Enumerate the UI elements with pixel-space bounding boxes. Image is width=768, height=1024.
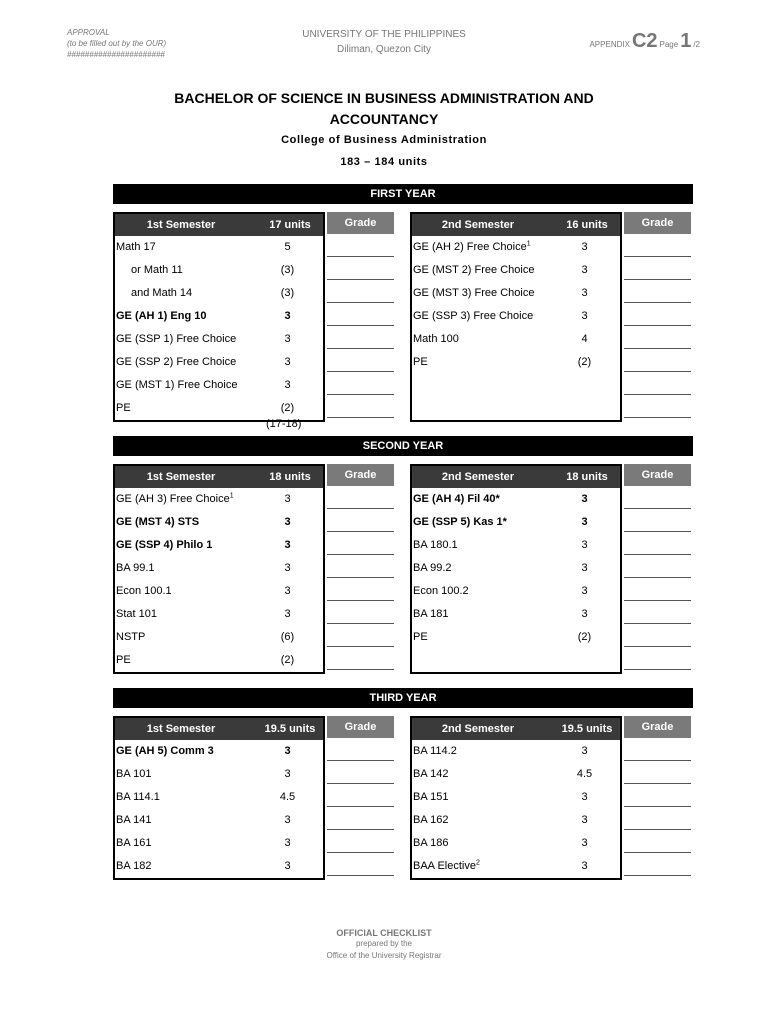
course-row: [412, 534, 620, 557]
course-name: [413, 351, 428, 374]
approval-hashes: ######################: [67, 50, 165, 59]
course-units: 3: [581, 539, 588, 551]
course-name-text: BA 186: [413, 837, 449, 849]
course-row: [115, 763, 323, 786]
semester-table: [410, 464, 622, 674]
grade-entry-line[interactable]: [624, 326, 691, 349]
university-location: Diliman, Quezon City: [337, 44, 431, 55]
course-name: [116, 740, 214, 763]
course-units: 3: [581, 264, 588, 276]
course-units: 3: [284, 379, 291, 391]
footer: [234, 928, 534, 962]
course-name: [413, 259, 534, 282]
grade-entry-line[interactable]: [624, 280, 691, 303]
course-name: [413, 740, 457, 763]
course-units: (2): [577, 356, 592, 368]
course-units: (2): [280, 402, 295, 414]
grade-entry-line[interactable]: [624, 807, 691, 830]
course-units: (6): [280, 631, 295, 643]
semester-name: 1st Semester: [146, 219, 216, 231]
course-name-text: GE (SSP 2) Free Choice: [116, 356, 237, 368]
grade-entry-line[interactable]: [327, 601, 394, 624]
course-name: [413, 534, 458, 557]
course-row: [115, 374, 323, 397]
course-name: [116, 557, 155, 580]
course-row: [412, 511, 620, 534]
grade-column: [327, 464, 394, 670]
semester-header: [115, 214, 323, 236]
course-name: [413, 488, 500, 511]
course-units: 3: [284, 860, 291, 872]
course-name: [116, 328, 236, 351]
grade-entry-line[interactable]: [624, 532, 691, 555]
course-units: 3: [581, 310, 588, 322]
semester-units: 19.5 units: [561, 723, 613, 735]
course-name: [116, 809, 151, 832]
course-name: [116, 397, 131, 420]
course-name-text: PE: [116, 654, 131, 666]
grade-entry-line[interactable]: [624, 647, 691, 670]
course-units: 3: [581, 287, 588, 299]
course-name: [413, 328, 459, 351]
course-name-text: BA 180.1: [413, 539, 458, 551]
year-bar: THIRD YEAR: [113, 688, 693, 708]
grade-entry-line[interactable]: [327, 738, 394, 761]
course-name-text: BA 141: [116, 814, 152, 826]
grade-header: Grade: [327, 464, 394, 486]
grade-entry-line[interactable]: [327, 303, 394, 326]
course-name-text: GE (AH 4) Fil 40*: [413, 493, 500, 505]
semester-header: [412, 214, 620, 236]
course-name-text: Econ 100.1: [116, 585, 172, 597]
grade-entry-line[interactable]: [624, 257, 691, 280]
grade-entry-line[interactable]: [624, 784, 691, 807]
grade-header: Grade: [624, 464, 691, 486]
course-row: [115, 649, 323, 672]
grade-entry-line[interactable]: [327, 647, 394, 670]
footnote-marker: 2: [475, 859, 480, 867]
grade-header: Grade: [624, 716, 691, 738]
grade-header: Grade: [327, 212, 394, 234]
course-row: [412, 626, 620, 649]
grade-entry-line[interactable]: [624, 601, 691, 624]
course-units: 3: [284, 562, 291, 574]
course-name-text: GE (SSP 4) Philo 1: [116, 539, 213, 551]
course-units: (2): [280, 654, 295, 666]
semester-header: [412, 466, 620, 488]
course-row: [412, 763, 620, 786]
year-bar: FIRST YEAR: [113, 184, 693, 204]
course-row: [115, 580, 323, 603]
semester-name: 2nd Semester: [441, 723, 515, 735]
semester-name: 1st Semester: [146, 723, 216, 735]
program-title: [84, 88, 684, 130]
course-name-text: GE (SSP 5) Kas 1*: [413, 516, 507, 528]
course-name: [116, 488, 234, 511]
appendix-word: APPENDIX: [589, 40, 630, 49]
course-row: [115, 259, 323, 282]
course-row: [412, 855, 620, 878]
course-name-text: GE (MST 1) Free Choice: [116, 379, 238, 391]
course-name: [116, 351, 236, 374]
grade-entry-line[interactable]: [624, 738, 691, 761]
course-name-text: GE (AH 3) Free Choice: [116, 493, 230, 505]
semester-table: [113, 716, 325, 880]
course-name-text: GE (MST 4) STS: [116, 516, 200, 528]
grade-entry-line[interactable]: [327, 257, 394, 280]
course-row: [412, 580, 620, 603]
course-name-text: PE: [413, 631, 428, 643]
grade-entry-line[interactable]: [327, 761, 394, 784]
course-name: [131, 282, 192, 305]
course-name-text: NSTP: [116, 631, 146, 643]
grade-entry-line[interactable]: [624, 853, 691, 876]
grade-entry-line[interactable]: [327, 486, 394, 509]
course-row: [115, 832, 323, 855]
semester-header: [115, 718, 323, 740]
grade-entry-line[interactable]: [327, 395, 394, 418]
course-name-text: GE (AH 2) Free Choice: [413, 241, 527, 253]
course-units: 3: [284, 493, 291, 505]
course-units: 3: [284, 745, 291, 757]
course-name: [413, 236, 531, 259]
grade-entry-line[interactable]: [624, 372, 691, 395]
grade-entry-line[interactable]: [327, 372, 394, 395]
grade-entry-line[interactable]: [624, 761, 691, 784]
course-row: [115, 855, 323, 878]
course-row: [412, 236, 620, 259]
semester-name: 2nd Semester: [441, 219, 515, 231]
grade-entry-line[interactable]: [327, 326, 394, 349]
grade-entry-line[interactable]: [327, 349, 394, 372]
course-row: [412, 786, 620, 809]
year-bar: SECOND YEAR: [113, 436, 693, 456]
course-units: 3: [581, 745, 588, 757]
course-name-text: BA 99.2: [413, 562, 452, 574]
footer-prepared: prepared by the: [355, 939, 413, 948]
course-name: [116, 511, 199, 534]
course-name-text: GE (SSP 1) Free Choice: [116, 333, 237, 345]
course-name: [413, 511, 507, 534]
course-units: 3: [284, 608, 291, 620]
course-name: [116, 305, 206, 328]
semester-name: 2nd Semester: [441, 471, 515, 483]
course-row: [115, 809, 323, 832]
course-name-text: BA 114.1: [116, 791, 160, 803]
course-units: (3): [280, 287, 295, 299]
course-units: 3: [581, 585, 588, 597]
footnote-marker: 1: [229, 492, 234, 500]
course-name-text: BA 142: [413, 768, 449, 780]
course-row: [115, 557, 323, 580]
course-name-text: BA 114.2: [413, 745, 457, 757]
grade-entry-line[interactable]: [327, 532, 394, 555]
course-row: [115, 603, 323, 626]
course-row: [115, 488, 323, 511]
semester-units-range: (17-18): [266, 418, 302, 430]
course-name-text: PE: [116, 402, 131, 414]
course-units: (3): [280, 264, 295, 276]
course-name: [116, 374, 237, 397]
semester-units: 18 units: [566, 471, 608, 483]
course-row: [412, 740, 620, 763]
semester-name: 1st Semester: [146, 471, 216, 483]
course-name: [413, 763, 448, 786]
course-name: [413, 580, 469, 603]
grade-entry-line[interactable]: [624, 624, 691, 647]
course-name: [116, 763, 151, 786]
course-row: [412, 809, 620, 832]
page-word: Page: [659, 40, 679, 49]
semester-header: [412, 718, 620, 740]
course-name-text: BA 101: [116, 768, 152, 780]
course-name: [413, 809, 448, 832]
course-units: 4.5: [279, 791, 296, 803]
course-name-text: BA 181: [413, 608, 449, 620]
total-units: 183 – 184 units: [340, 156, 428, 168]
course-units: 3: [581, 608, 588, 620]
course-name: [116, 534, 212, 557]
grade-entry-line[interactable]: [624, 578, 691, 601]
course-row: [412, 259, 620, 282]
course-units: 3: [284, 333, 291, 345]
course-name: [116, 855, 151, 878]
course-units: 3: [284, 837, 291, 849]
course-row: [115, 397, 323, 420]
course-name: [413, 557, 452, 580]
grade-column: [327, 716, 394, 876]
course-row: [412, 374, 620, 397]
grade-column: [624, 716, 691, 876]
title-line-2: ACCOUNTANCY: [329, 111, 439, 127]
course-name: [413, 855, 480, 878]
course-row: [115, 351, 323, 374]
footnote-marker: 1: [526, 240, 531, 248]
course-row: [412, 282, 620, 305]
grade-entry-line[interactable]: [327, 555, 394, 578]
course-name-text: and Math 14: [131, 287, 193, 299]
course-row: [115, 305, 323, 328]
grade-column: [327, 212, 394, 418]
semester-table: [410, 716, 622, 880]
appendix-label: [589, 30, 700, 53]
semester-table: [113, 212, 325, 422]
course-units: 3: [581, 814, 588, 826]
course-name-text: or Math 11: [131, 264, 183, 276]
course-units: 3: [581, 837, 588, 849]
appendix-code: C2: [631, 30, 658, 52]
grade-column: [624, 212, 691, 418]
course-name: [413, 603, 448, 626]
grade-entry-line[interactable]: [327, 853, 394, 876]
grade-entry-line[interactable]: [327, 807, 394, 830]
grade-entry-line[interactable]: [327, 509, 394, 532]
course-row: [115, 626, 323, 649]
course-name: [131, 259, 183, 282]
grade-entry-line[interactable]: [624, 486, 691, 509]
grade-entry-line[interactable]: [624, 234, 691, 257]
semester-units: 18 units: [269, 471, 311, 483]
footer-office: Office of the University Registrar: [326, 951, 442, 960]
course-name: [116, 236, 156, 259]
course-units: 3: [284, 814, 291, 826]
grade-entry-line[interactable]: [327, 830, 394, 853]
course-units: 3: [284, 356, 291, 368]
course-row: [412, 305, 620, 328]
course-row: [412, 351, 620, 374]
course-row: [115, 282, 323, 305]
grade-entry-line[interactable]: [624, 830, 691, 853]
grade-entry-line[interactable]: [624, 349, 691, 372]
course-units: 3: [581, 493, 588, 505]
course-name: [116, 832, 151, 855]
course-units: (2): [577, 631, 592, 643]
course-name: [116, 786, 160, 809]
course-row: [412, 603, 620, 626]
grade-entry-line[interactable]: [624, 303, 691, 326]
college-name: College of Business Administration: [281, 134, 487, 146]
course-units: 5: [284, 241, 291, 253]
course-name: [116, 649, 131, 672]
grade-header: Grade: [624, 212, 691, 234]
course-units: 4.5: [576, 768, 593, 780]
course-name: [413, 832, 448, 855]
grade-entry-line[interactable]: [327, 784, 394, 807]
course-name: [413, 305, 533, 328]
course-name-text: GE (AH 1) Eng 10: [116, 310, 207, 322]
semester-units: 17 units: [269, 219, 311, 231]
course-units: 3: [284, 310, 291, 322]
approval-note: (to be filled out by the OUR): [67, 39, 167, 48]
grade-entry-line[interactable]: [624, 509, 691, 532]
course-row: [115, 740, 323, 763]
page-total: /2: [693, 40, 700, 49]
semester-table: [113, 464, 325, 674]
approval-block: [67, 27, 166, 60]
course-name-text: PE: [413, 356, 428, 368]
course-row: [115, 786, 323, 809]
course-name-text: Math 100: [413, 333, 459, 345]
course-row: [412, 488, 620, 511]
course-row: [412, 557, 620, 580]
semester-units: 19.5 units: [264, 723, 316, 735]
course-name-text: GE (SSP 3) Free Choice: [413, 310, 534, 322]
grade-entry-line[interactable]: [327, 280, 394, 303]
course-units: 3: [581, 860, 588, 872]
course-units: 3: [581, 241, 588, 253]
course-name: [413, 626, 428, 649]
course-name-text: Math 17: [116, 241, 156, 253]
semester-header: [115, 466, 323, 488]
course-name-text: BA 182: [116, 860, 152, 872]
course-name-text: GE (MST 3) Free Choice: [413, 287, 535, 299]
course-name-text: Stat 101: [116, 608, 157, 620]
course-name: [413, 786, 448, 809]
university-header: [270, 27, 498, 57]
grade-entry-line[interactable]: [327, 578, 394, 601]
course-row: [115, 236, 323, 259]
course-units: 3: [581, 791, 588, 803]
course-name-text: BA 151: [413, 791, 449, 803]
course-name-text: BA 161: [116, 837, 152, 849]
course-name-text: BAA Elective: [413, 860, 476, 872]
course-units: 3: [581, 516, 588, 528]
course-name-text: GE (AH 5) Comm 3: [116, 745, 214, 757]
course-units: 3: [581, 562, 588, 574]
course-name: [116, 580, 172, 603]
course-name-text: BA 162: [413, 814, 449, 826]
grade-header: Grade: [327, 716, 394, 738]
course-name-text: Econ 100.2: [413, 585, 469, 597]
course-units: 3: [284, 585, 291, 597]
university-name: UNIVERSITY OF THE PHILIPPINES: [302, 29, 466, 40]
grade-entry-line[interactable]: [327, 234, 394, 257]
course-name: [413, 282, 534, 305]
course-units: 3: [284, 516, 291, 528]
page-number: 1: [680, 30, 692, 52]
course-units: 4: [581, 333, 588, 345]
grade-entry-line[interactable]: [327, 624, 394, 647]
course-units: 3: [284, 768, 291, 780]
semester-units: 16 units: [566, 219, 608, 231]
course-row: [115, 511, 323, 534]
grade-entry-line[interactable]: [624, 555, 691, 578]
course-name-text: BA 99.1: [116, 562, 155, 574]
course-name: [116, 603, 157, 626]
footer-title: OFFICIAL CHECKLIST: [336, 928, 432, 938]
course-units: 3: [284, 539, 291, 551]
course-name-text: GE (MST 2) Free Choice: [413, 264, 535, 276]
course-row: [115, 328, 323, 351]
approval-label: APPROVAL: [67, 28, 110, 37]
course-row: [115, 534, 323, 557]
grade-column: [624, 464, 691, 670]
title-line-1: BACHELOR OF SCIENCE IN BUSINESS ADMINISTRATION AND: [174, 90, 594, 106]
course-row: [412, 832, 620, 855]
grade-entry-line[interactable]: [624, 395, 691, 418]
course-row: [412, 649, 620, 672]
course-row: [412, 397, 620, 420]
course-row: [412, 328, 620, 351]
semester-table: [410, 212, 622, 422]
course-name: [116, 626, 145, 649]
